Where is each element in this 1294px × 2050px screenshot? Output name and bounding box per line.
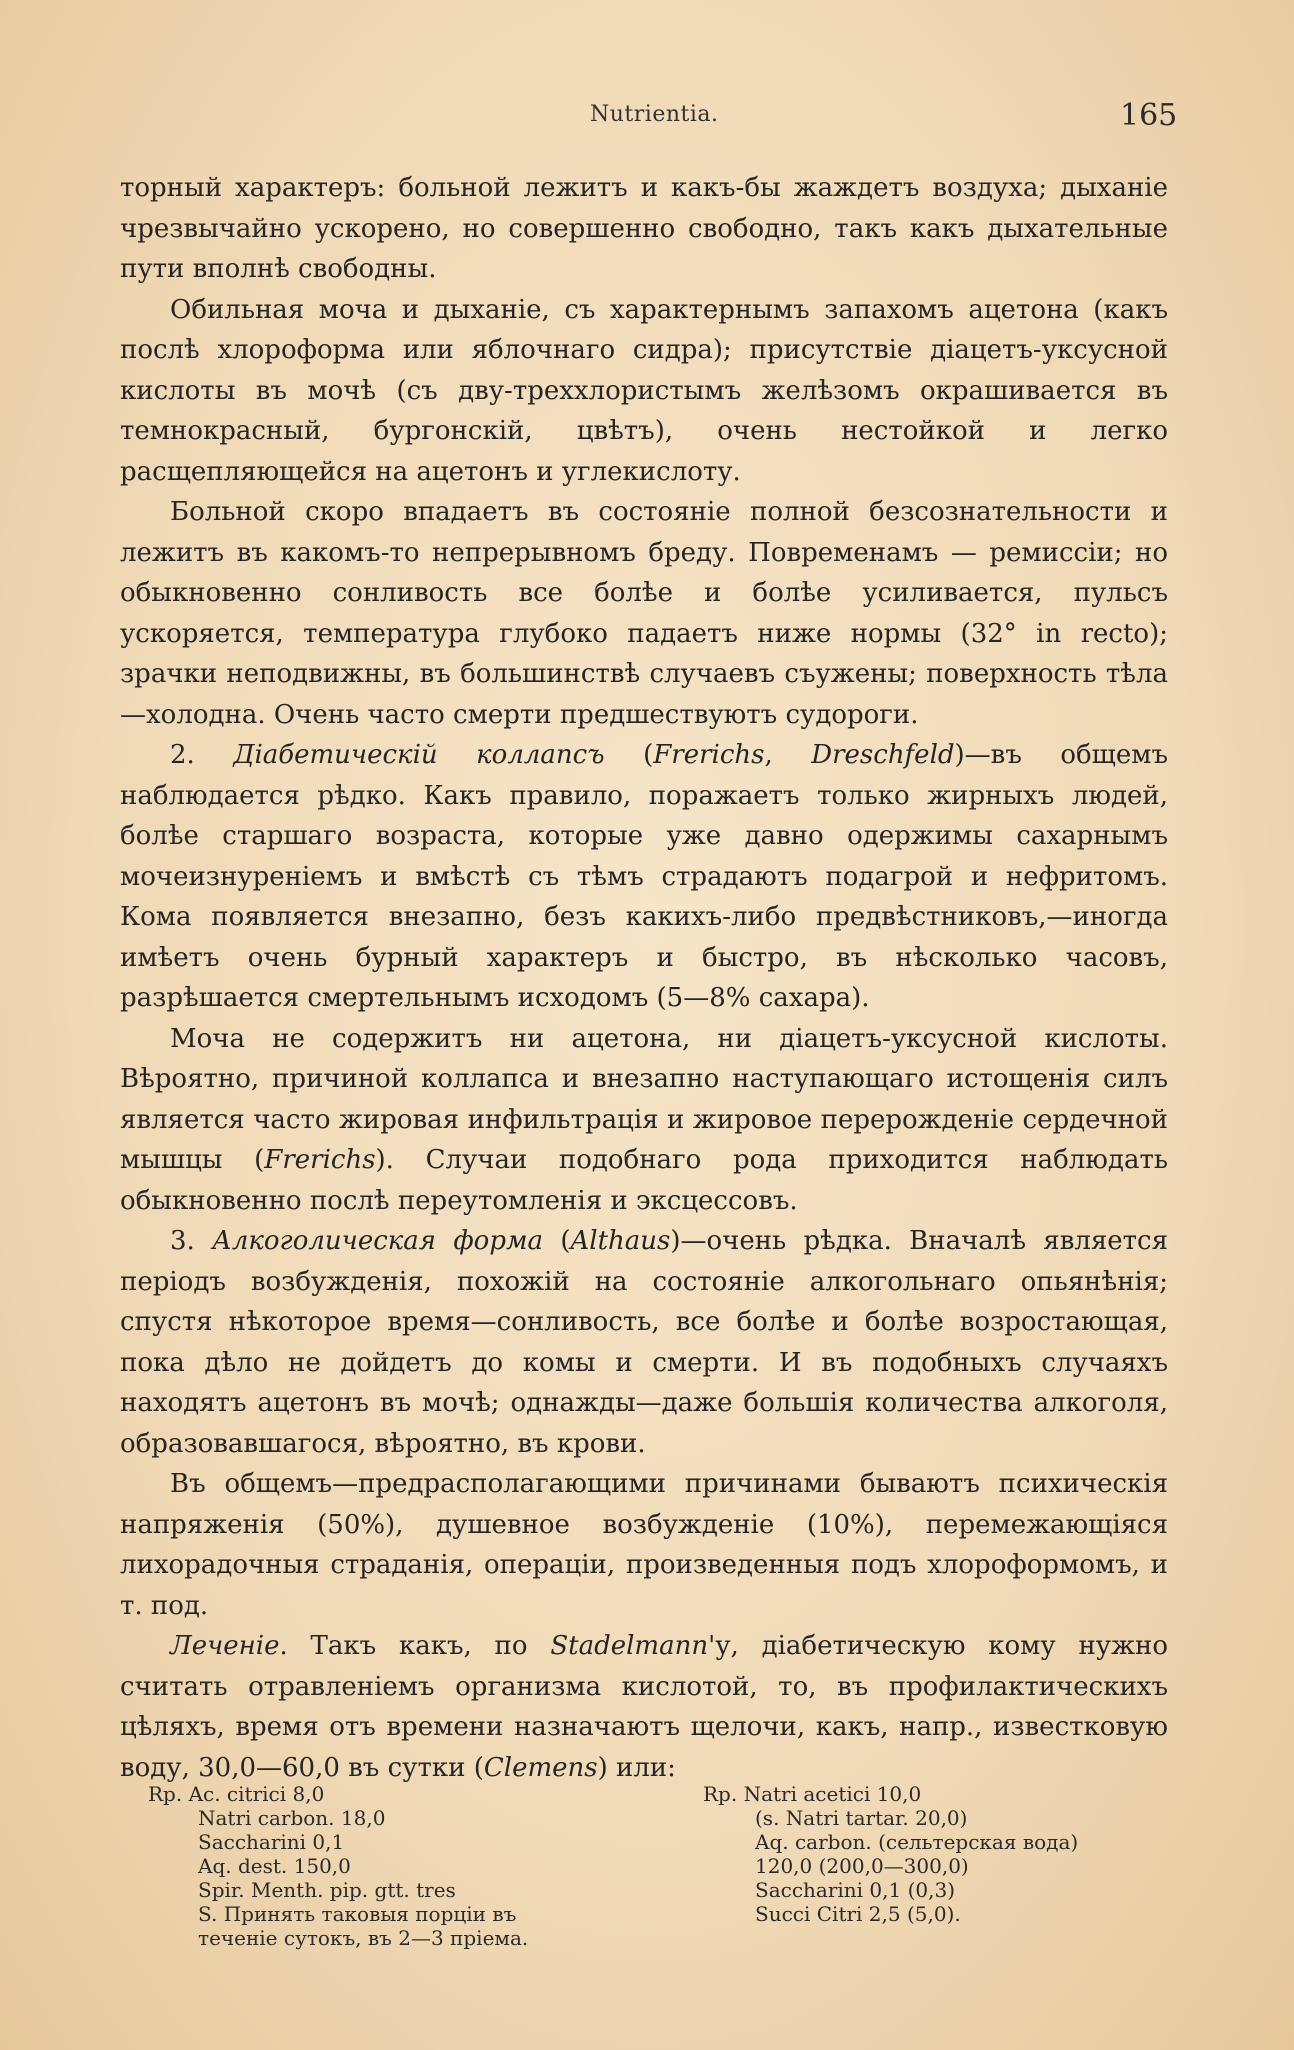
author-name: Dreschfeld <box>811 740 955 770</box>
prescription-line: (s. Natri tartar. 20,0) <box>755 1806 968 1830</box>
paragraph <box>120 735 1168 1019</box>
running-title: Nutrientia. <box>590 102 719 127</box>
author-name: Clemens <box>483 1752 598 1783</box>
prescription-line: Succi Citri 2,5 (5,0). <box>755 1902 961 1926</box>
prescription-line: 120,0 (200,0—300,0) <box>755 1854 969 1878</box>
paragraph <box>120 1626 1168 1788</box>
text-span: 2. <box>170 740 234 770</box>
prescriptions <box>148 1782 1158 1950</box>
prescription-line: Aq. dest. 150,0 <box>198 1854 351 1878</box>
text-span: ( <box>604 740 654 770</box>
text-span: , <box>764 740 812 770</box>
prescription-line: Saccharini 0,1 <box>198 1830 345 1854</box>
text-span: ) или: <box>597 1752 676 1783</box>
text-span: 3. <box>170 1226 213 1256</box>
text-span: Моча не содержитъ ни ацетона, ни діацетъ-уксусной кислоты. Вѣроятно, причиной коллапса и внезапно наступающаго истощенія силъ является часто жировая инфильтрація и жировое перерожденіе сердечной мышцы ( <box>120 1023 1168 1175</box>
section-heading: Діабетическій коллапсъ <box>233 740 605 770</box>
text-span: )—въ общемъ наблюдается рѣдко. Какъ правило, поражаетъ только жирныхъ людей, болѣе старшаго возраста, которые уже давно одержимы сахарнымъ мочеизнуреніемъ и вмѣстѣ съ тѣмъ страдаютъ подагрой и нефритомъ. Кома появляется внезапно, безъ какихъ-либо предвѣстниковъ,—иногда имѣетъ очень бурный характеръ и быстро, въ нѣсколько часовъ, разрѣшается смертельнымъ исходомъ (5—8% сахара). <box>120 740 1168 1013</box>
prescription-line: Spir. Menth. pip. gtt. tres <box>198 1878 456 1902</box>
text-span: 'у, діабетическую кому нужно считать отравленіемъ организма кислотой, то, въ профилактическихъ цѣляхъ, время отъ времени назначаютъ щелочи, какъ, напр., известковую воду, 30,0—60,0 въ сутки ( <box>120 1631 1169 1783</box>
text-span: Обильная моча и дыханіе, съ характернымъ запахомъ ацетона (какъ послѣ хлороформа или яблочнаго сидра); присутствіе діацетъ-уксусной кислоты въ мочѣ (съ дву-трехxлористымъ желѣзомъ окрашивается въ темнокрасный, бургонскій, цвѣтъ), очень нестойкой и легко расщепляющейся на ацетонъ и углекислоту. <box>120 294 1168 487</box>
prescription-line: Natri carbon. 18,0 <box>198 1806 386 1830</box>
text-span: ( <box>543 1226 571 1256</box>
text-span: ). Случаи подобнаго рода приходится наблюдать обыкновенно послѣ переутомленія и эксцессовъ. <box>120 1145 1168 1216</box>
prescription-line: S. Принять таковыя порціи въ <box>198 1902 517 1926</box>
text-span: Въ общемъ—предрасполагающими причинами бываютъ психическія напряженія (50%), душевное возбужденіе (10%), перемежающіяся лихорадочныя страданія, операціи, произведенныя подъ хлороформомъ, и т. под. <box>120 1469 1168 1621</box>
prescription-line: Saccharini 0,1 (0,3) <box>755 1878 955 1902</box>
paragraph <box>120 290 1168 493</box>
prescription-line: Rp. Ac. citrici 8,0 <box>148 1782 325 1806</box>
page-number: 165 <box>1120 98 1178 133</box>
author-name: Stadelmann <box>550 1631 709 1661</box>
section-heading: Алкоголическая форма <box>212 1226 544 1256</box>
prescription-line: Rp. Natri acetici 10,0 <box>703 1782 922 1806</box>
text-span: )—очень рѣдка. Вначалѣ является періодъ возбужденія, похожій на состояніе алкогольнаго опьянѣнія; спустя нѣкоторое время—сонливость, все болѣе и болѣе возростающая, пока дѣло не дойдетъ до комы и смерти. И въ подобныхъ случаяхъ находятъ ацетонъ въ мочѣ; однажды—даже большія количества алкоголя, образовавшагося, вѣроятно, въ крови. <box>120 1226 1168 1459</box>
paragraph <box>120 1019 1168 1222</box>
paragraph <box>120 1221 1168 1464</box>
author-name: Frerichs <box>264 1145 376 1175</box>
page-header <box>0 98 1294 138</box>
prescription-line: Aq. carbon. (сельтерская вода) <box>755 1830 1079 1854</box>
paragraph <box>120 492 1168 735</box>
author-name: Althaus <box>570 1226 671 1256</box>
text-span: . Такъ какъ, по <box>279 1631 551 1661</box>
author-name: Frerichs <box>653 740 765 770</box>
text-span: торный характеръ: больной лежитъ и какъ-бы жаждетъ воздуха; дыханіе чрезвычайно ускорено, но совершенно свободно, такъ какъ дыхательные пути вполнѣ свободны. <box>120 173 1168 284</box>
text-span: Больной скоро впадаетъ въ состояніе полной безсознательности и лежитъ въ какомъ-то непрерывномъ бреду. Повременамъ — ремиссіи; но обыкновенно сонливость все болѣе и болѣе усиливается, пульсъ ускоряется, температура глубоко падаетъ ниже нормы (32° in recto); зрачки неподвижны, въ большинствѣ случаевъ съужены; поверхность тѣла—холодна. Очень часто смерти предшествуютъ судороги. <box>120 497 1168 730</box>
prescription-line: теченіе сутокъ, въ 2—3 пріема. <box>198 1926 529 1950</box>
body-text <box>120 168 1168 1788</box>
section-heading: Леченіе <box>170 1631 280 1661</box>
prescription-right <box>703 1782 1163 1926</box>
paragraph <box>120 1464 1168 1626</box>
paragraph <box>120 168 1168 290</box>
prescription-left <box>148 1782 648 1950</box>
